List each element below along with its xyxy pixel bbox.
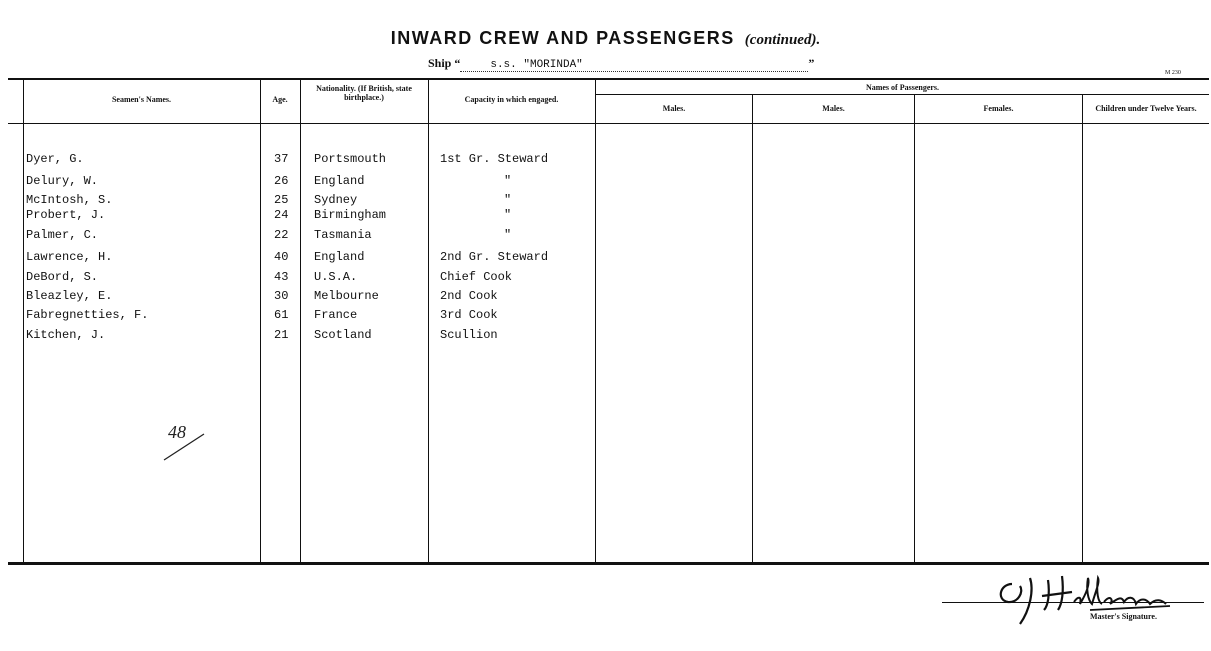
crew-capacity: 2nd Cook — [440, 289, 498, 303]
header-rule — [8, 123, 1209, 124]
column-divider — [914, 94, 915, 564]
header-age: Age. — [272, 95, 288, 104]
crew-table — [8, 78, 1209, 564]
crew-capacity: " — [504, 193, 512, 207]
crew-nationality: Scotland — [314, 328, 372, 342]
crew-age: 24 — [274, 208, 289, 222]
column-divider — [428, 78, 429, 564]
crew-name: Probert, J. — [26, 208, 106, 222]
table-bottom-rule — [8, 562, 1209, 565]
crew-age: 43 — [274, 270, 289, 284]
signature-label: Master's Signature. — [1090, 612, 1157, 621]
column-divider — [260, 78, 261, 564]
crew-age: 26 — [274, 174, 289, 188]
crew-capacity: 2nd Gr. Steward — [440, 250, 549, 264]
title-suffix: (continued). — [744, 32, 821, 48]
crew-age: 21 — [274, 328, 289, 342]
crew-name: Kitchen, J. — [26, 328, 106, 342]
header-males-2: Males. — [822, 104, 845, 113]
column-divider — [595, 78, 596, 564]
ship-close: ” — [808, 56, 815, 70]
crew-age: 22 — [274, 228, 289, 242]
header-names: Seamen's Names. — [111, 95, 172, 104]
crew-capacity: 3rd Cook — [440, 308, 498, 322]
crew-nationality: Portsmouth — [314, 152, 387, 166]
crew-nationality: Tasmania — [314, 228, 372, 242]
crew-nationality: France — [314, 308, 358, 322]
crew-capacity: " — [504, 208, 512, 222]
crew-capacity: " — [504, 228, 512, 242]
crew-name: Delury, W. — [26, 174, 99, 188]
column-divider — [300, 78, 301, 564]
crew-capacity: Chief Cook — [440, 270, 513, 284]
header-nationality: Nationality. (If British, state birthplace.) — [316, 84, 412, 102]
header-females: Females. — [983, 104, 1014, 113]
tally-mark-annotation — [160, 416, 210, 464]
crew-age: 37 — [274, 152, 289, 166]
passengers-group-rule — [596, 94, 1209, 95]
ship-name: s.s. "MORINDA" — [460, 59, 808, 72]
crew-nationality: U.S.A. — [314, 270, 358, 284]
column-divider — [1082, 94, 1083, 564]
header-capacity: Capacity in which engaged. — [464, 95, 559, 104]
crew-name: DeBord, S. — [26, 270, 99, 284]
crew-name: McIntosh, S. — [26, 193, 113, 207]
crew-age: 30 — [274, 289, 289, 303]
crew-capacity: " — [504, 174, 512, 188]
crew-name: Lawrence, H. — [26, 250, 113, 264]
header-passengers: Names of Passengers. — [865, 83, 940, 92]
crew-nationality: Birmingham — [314, 208, 387, 222]
crew-capacity: 1st Gr. Steward — [440, 152, 549, 166]
form-title — [0, 28, 1211, 49]
crew-age: 25 — [274, 193, 289, 207]
title-main: INWARD CREW AND PASSENGERS — [390, 28, 735, 48]
column-divider — [752, 94, 753, 564]
ship-line — [428, 56, 814, 72]
crew-nationality: England — [314, 250, 365, 264]
crew-name: Palmer, C. — [26, 228, 99, 242]
crew-age: 40 — [274, 250, 289, 264]
crew-name: Fabregnetties, F. — [26, 308, 149, 322]
table-top-rule — [8, 78, 1209, 80]
crew-nationality: Melbourne — [314, 289, 379, 303]
crew-capacity: Scullion — [440, 328, 498, 342]
crew-nationality: Sydney — [314, 193, 358, 207]
header-children: Children under Twelve Years. — [1095, 104, 1197, 113]
header-males-1: Males. — [662, 104, 686, 113]
ship-label: Ship “ — [428, 56, 461, 70]
crew-age: 61 — [274, 308, 289, 322]
crew-name: Dyer, G. — [26, 152, 84, 166]
form-number: M 230 — [1165, 70, 1181, 76]
crew-name: Bleazley, E. — [26, 289, 113, 303]
column-divider — [23, 78, 24, 564]
annotation-text: 48 — [168, 422, 186, 442]
crew-nationality: England — [314, 174, 365, 188]
